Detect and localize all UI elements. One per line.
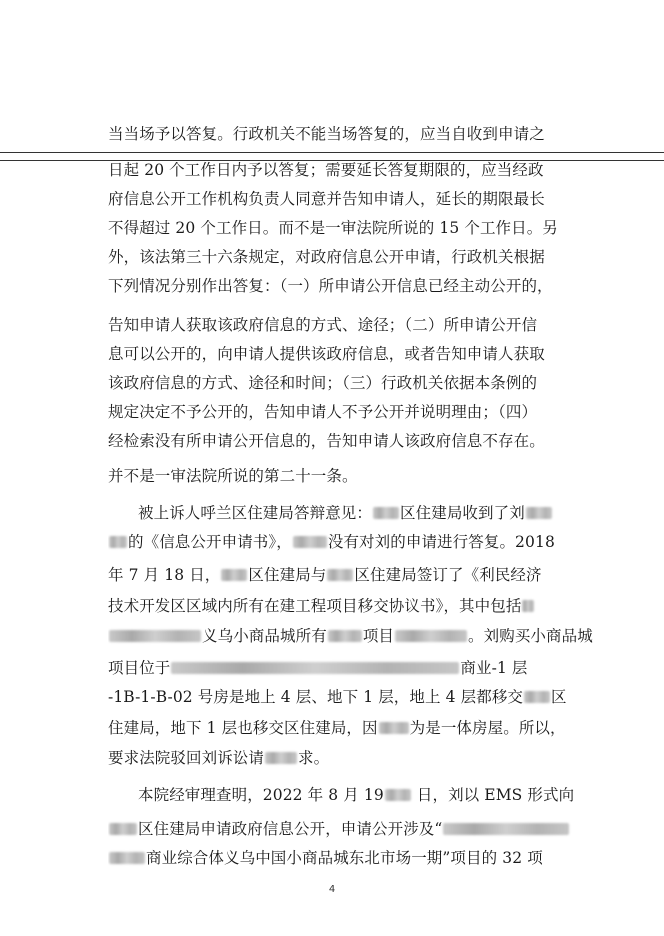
text-line: 当当场予以答复。行政机关不能当场答复的，应当自收到申请之 xyxy=(108,125,545,143)
redaction xyxy=(109,630,201,642)
text-line: 经检索没有所申请公开信息的，告知申请人该政府信息不存在。 xyxy=(108,432,545,450)
redaction xyxy=(265,752,297,764)
redaction xyxy=(328,630,362,642)
redaction xyxy=(524,691,550,703)
text-line: 下列情况分别作出答复：（一）所申请公开信息已经主动公开的， xyxy=(108,277,553,295)
redaction xyxy=(171,662,459,674)
text-line: 年 7 月 18 日， 区住建局与 区住建局签订了《利民经济 xyxy=(108,566,542,584)
text-line: 区住建局申请政府信息公开，申请公开涉及“ xyxy=(108,819,608,839)
page-number: 4 xyxy=(328,884,336,895)
text-line: 要求法院驳回刘诉讼请 求。 xyxy=(108,749,330,767)
text-line: 义乌小商品城所有 项目 。刘购买小商品城 xyxy=(108,626,608,646)
text-line: 不得超过 20 个工作日。而不是一审法院所说的 15 个工作日。另 xyxy=(108,219,558,237)
text-line: 该政府信息的方式、途径和时间；（三）行政机关依据本条例的 xyxy=(108,374,538,392)
redaction xyxy=(221,569,247,581)
text-line: 并不是一审法院所说的第二十一条。 xyxy=(108,467,358,485)
text-line: 住建局，地下 1 层也移交区住建局，因 为是一体房屋。所以， xyxy=(108,719,566,737)
redaction xyxy=(109,852,145,864)
redaction xyxy=(443,823,569,835)
text-line: 商业综合体义乌中国小商品城东北市场一期”项目的 32 项 xyxy=(108,848,608,868)
text-line: 被上诉人呼兰区住建局答辩意见： 区住建局收到了刘 xyxy=(138,503,608,523)
redaction xyxy=(109,536,127,548)
redaction xyxy=(395,630,467,642)
text-line: 息可以公开的，向申请人提供该政府信息，或者告知申请人获取 xyxy=(108,345,545,363)
redaction xyxy=(522,600,534,612)
redaction xyxy=(327,569,353,581)
text-line: 本院经审理查明，2022 年 8 月 19 日，刘以 EMS 形式向 xyxy=(138,786,575,804)
text-line: 规定决定不予公开的，告知申请人不予公开并说明理由；（四） xyxy=(108,403,538,421)
header-rule-top xyxy=(0,152,664,153)
redaction xyxy=(373,507,399,519)
text-line: 日起 20 个工作日内予以答复；需要延长答复期限的，应当经政 xyxy=(108,161,544,179)
text-line: 技术开发区区域内所有在建工程项目移交协议书》，其中包括 xyxy=(108,596,608,616)
redaction xyxy=(385,789,411,801)
redaction xyxy=(293,536,327,548)
text-line: -1B-1-B-02 号房是地上 4 层、地下 1 层，地上 4 层都移交 区 xyxy=(108,688,567,706)
redaction xyxy=(109,823,137,835)
text-line: 的《信息公开申请书》， 没有对刘的申请进行答复。2018 xyxy=(108,532,608,552)
text-line: 项目位于 商业-1 层 xyxy=(108,659,528,677)
redaction xyxy=(526,507,552,519)
text-line: 告知申请人获取该政府信息的方式、途径；（二）所申请公开信 xyxy=(108,316,538,334)
text-line: 府信息公开工作机构负责人同意并告知申请人，延长的期限最长 xyxy=(108,190,545,208)
text-line: 外，该法第三十六条规定，对政府信息公开申请，行政机关根据 xyxy=(108,248,545,266)
redaction xyxy=(379,722,409,734)
